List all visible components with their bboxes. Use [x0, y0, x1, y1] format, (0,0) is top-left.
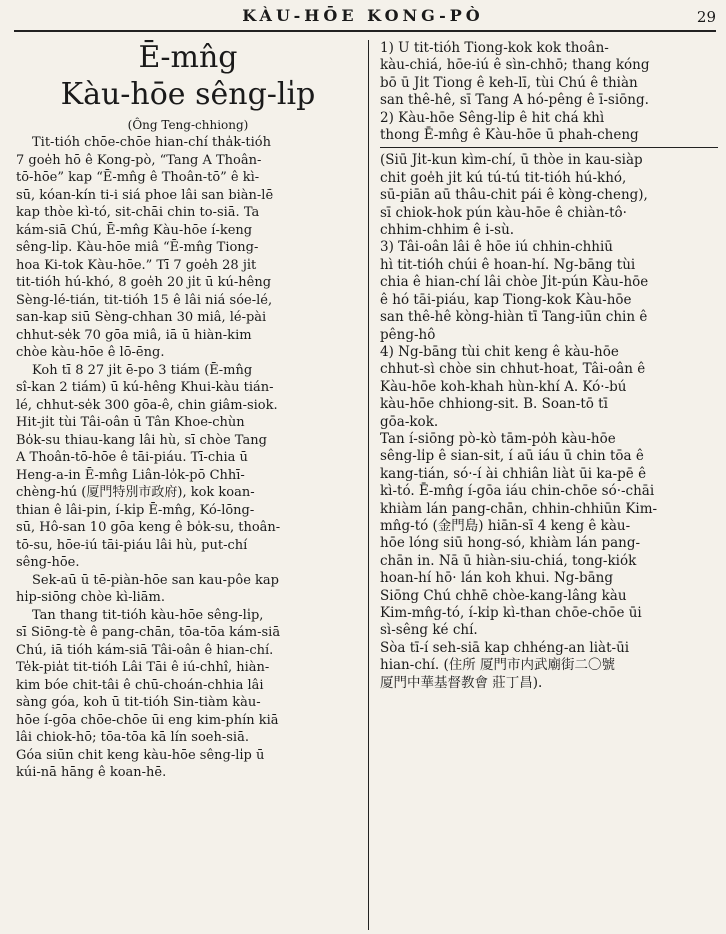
- column-rule: [368, 40, 369, 930]
- paragraph: Koh tī 8 27 ji̍t ē-po 3 tiám (Ē-mn̂g sî-kan 2 tiám) ū kú-hêng Khui-kàu tián- lé, chhut-se̍k 300 gōa-ê, chin giâm-siok. Hit-ji̍t tùi Tâi-oân ū Tân Khoe-chùn Bo̍k-su thiau-kang lâi hù, sī chòe Tang A Thoân-tō-hōe ê tāi-piáu. Tī-chia ū Heng-a-in Ē-mn̂g Liân-lo̍k-pō Chhī- chèng-hú (厦門特別市政府), kok koan- thian ê lâi-pin, í-ki̍p Ē-mn̂g, Kó-lōng- sū, Hô-san 10 gōa keng ê bo̍k-su, thoân- tō-su, hōe-iú tāi-piáu lâi hù, put-chí sêng-hōe.: [16, 362, 281, 570]
- paragraph: Tan thang tit-tióh kàu-hōe sêng-li̍p, sī Siōng-tè ê pang-chān, tōa-tōa kám-siā Chú, iā tióh kám-siā Tâi-oân ê hian-chí. Te̍k-pia̍t tit-tióh Lâi Tāi ê iú-chhî, hiàn- kim bóe chit-tâi ê chū-choán-chhia lâi sàng góa, koh ū tit-tióh Sin-tiàm kàu- hōe í-gōa chōe-chōe ūi eng kim-phín kiā lâi chiok-hō; tōa-tōa kā lín soeh-siā. Góa siūn chit keng kàu-hōe sêng-li̍p ū kúi-nā hāng ê koan-hē.: [16, 607, 281, 780]
- right-column: [380, 40, 718, 692]
- paragraph: Tan í-siōng pò-kò tām-po̍h kàu-hōe sêng-li̍p ê sian-sit, í aū iáu ū chin tōa ê kang-tián, só·-í ài chhiân liàt ūi ka-pē ê kì-tó. Ē-mn̂g í-gōa iáu chin-chōe só·-chāi khiàm lán pang-chān, chhin-chhiūn Kim- mn̂g-tó (金門島) hiān-sī 4 keng ê kàu- hōe lóng siū hong-só, khiàm lán pang- chān in. Nā ū hiàn-siu-chiá, tong-kiók hoan-hí hō· lán koh khui. Ng-bāng Siōng Chú chhē chòe-kang-lâng kàu Kim-mn̂g-tó, í-ki̍p kì-than chōe-chōe ūi sì-sêng ké chí.: [380, 430, 658, 639]
- paragraph: 1) U tit-tióh Tiong-kok kok thoân- kàu-chiá, hōe-iú ê sìn-chhō; thang kóng bō ū Ji̍t Tiong ê keh-lī, tùi Chú ê thiàn san thê-hê, sī Tang A hó-pêng ê ī-siōng. 2) Kàu-hōe Sêng-li̍p ê hit chá khì thong Ē-mn̂g ê Kàu-hōe ū phah-cheng: [380, 40, 650, 144]
- paragraph: 4) Ng-bāng tùi chit keng ê kàu-hōe chhut-sì chòe sin chhut-hoat, Tâi-oân ê Kàu-hōe koh-khah hùn-khí A. Kó·-bú kàu-hōe chhiong-sit. B. Soan-tō tī gōa-kok.: [380, 343, 646, 430]
- byline: (Ông Teng-chhiong): [127, 118, 249, 132]
- header-rule: [14, 30, 716, 32]
- paragraph: (Siū Ji̍t-kun kìm-chí, ū thòe in kau-siàp chit goe̍h ji̍t kú tú-tú tit-tióh hú-khó, sū-piān aū thâu-chit pái ê kòng-cheng), sī chiok-hok pún kàu-hōe ê chiàn-tô· chhim-chhim ê i-sù.: [380, 152, 648, 239]
- left-column: [16, 40, 360, 782]
- article-title-line1: Ē-mn̂g: [138, 40, 238, 75]
- page-number: 29: [696, 8, 716, 26]
- paragraph: Sòa tī-í seh-siā kap chhéng-an liàt-ūi hian-chí. (住所 厦門市内武廟街二〇號 厦門中華基督教會 莊丁昌).: [380, 639, 630, 691]
- article-title-line2: Kàu-hōe sêng-li̍p: [60, 77, 316, 112]
- running-head: [0, 6, 726, 28]
- paragraph: 3) Tâi-oân lâi ê hōe iú chhin-chhiū hì tit-tióh chúi ê hoan-hí. Ng-bāng tùi chia ê hian-chí lâi chòe Ji̍t-pún Kàu-hōe ê hó tāi-piáu, kap Tiong-kok Kàu-hōe san thê-hê kòng-hiàn tī Tang-iūn chin ê pêng-hô: [380, 239, 649, 343]
- paragraph: Tit-tióh chōe-chōe hian-chí tha̍k-tióh 7 goe̍h hō ê Kong-pò, “Tang A Thoân- tō-hōe” kap “Ē-mn̂g ê Thoân-tō” ê kì- sū, kóan-kín ti-i siá phoe lâi san biàn-lē kap thòe kì-tó, sit-chāi chin to-siā. Ta kám-siā Chú, Ē-mn̂g Kàu-hōe í-keng sêng-li̍p. Kàu-hōe miâ “Ē-mn̂g Tiong- hoa Ki-tok Kàu-hōe.” Tī 7 goe̍h 28 ji̍t tit-tióh hú-khó, 8 goe̍h 20 ji̍t ū kú-hêng Sèng-lé-tián, tit-tióh 15 ê lâi niá sóe-lé, san-kap siū Sèng-chhan 30 miâ, lé-pài chhut-se̍k 70 gōa miâ, iā ū hiàn-kim chòe kàu-hōe ê lō-ēng.: [16, 135, 274, 360]
- running-title: KÀU-HŌE KONG-PÒ: [242, 6, 484, 25]
- paragraph: Sek-aū ū tē-piàn-hōe san kau-pôe kap hi̍p-siōng chòe kì-liām.: [16, 572, 279, 605]
- section-divider: [380, 147, 718, 148]
